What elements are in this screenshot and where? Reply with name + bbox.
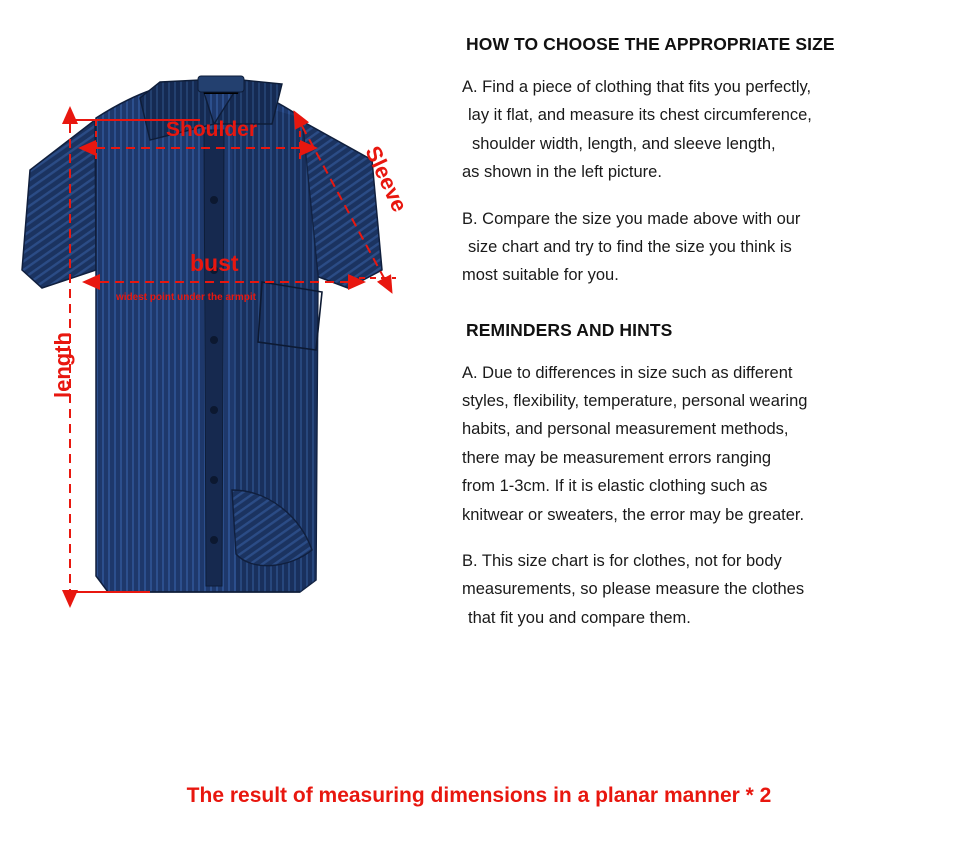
paragraph-line: B. This size chart is for clothes, not for body — [462, 551, 782, 570]
label-length: length — [50, 332, 75, 398]
heading-reminders-and-hints: REMINDERS AND HINTS — [466, 319, 673, 340]
paragraph-line: styles, flexibility, temperature, personal wearing — [462, 392, 808, 410]
paragraph-line: A. Due to differences in size such as different — [462, 363, 793, 382]
shirt-body — [22, 76, 382, 592]
paragraph-compare-size — [462, 205, 958, 290]
paragraph-line: A. Find a piece of clothing that fits you perfectly, — [462, 78, 812, 96]
paragraph-line: as shown in the left picture. — [462, 163, 662, 182]
paragraph-line: size chart and try to find the size you think is — [468, 237, 792, 256]
paragraph-chart-is-for-clothes — [462, 547, 958, 632]
paragraph-line: knitwear or sweaters, the error may be greater. — [462, 505, 805, 524]
label-shoulder: Shoulder — [166, 118, 258, 141]
paragraph-size-differences — [462, 359, 958, 529]
paragraph-line: shoulder width, length, and sleeve length, — [472, 134, 776, 153]
shirt-illustration — [0, 20, 450, 640]
label-bust: bust — [190, 250, 239, 276]
paragraph-line: measurements, so please measure the clothes — [462, 580, 805, 599]
paragraph-find-clothing — [462, 73, 958, 187]
label-sleeve: Sleeve — [360, 142, 413, 216]
paragraph-line: most suitable for you. — [462, 266, 619, 285]
paragraph-line: from 1-3cm. If it is elastic clothing such as — [462, 477, 768, 496]
paragraph-line: there may be measurement errors ranging — [462, 448, 772, 467]
instructions-column — [462, 34, 958, 650]
paragraph-line: lay it flat, and measure its chest circumference, — [468, 106, 812, 125]
paragraph-line: habits, and personal measurement methods, — [462, 420, 789, 439]
paragraph-line: that fit you and compare them. — [468, 608, 691, 627]
paragraph-line: B. Compare the size you made above with our — [462, 209, 801, 228]
heading-how-to-choose-size: HOW TO CHOOSE THE APPROPRIATE SIZE — [466, 34, 835, 54]
label-armpit-note: widest point under the armpit — [116, 292, 257, 303]
planar-measurement-footnote: The result of measuring dimensions in a planar manner * 2 — [186, 784, 772, 807]
